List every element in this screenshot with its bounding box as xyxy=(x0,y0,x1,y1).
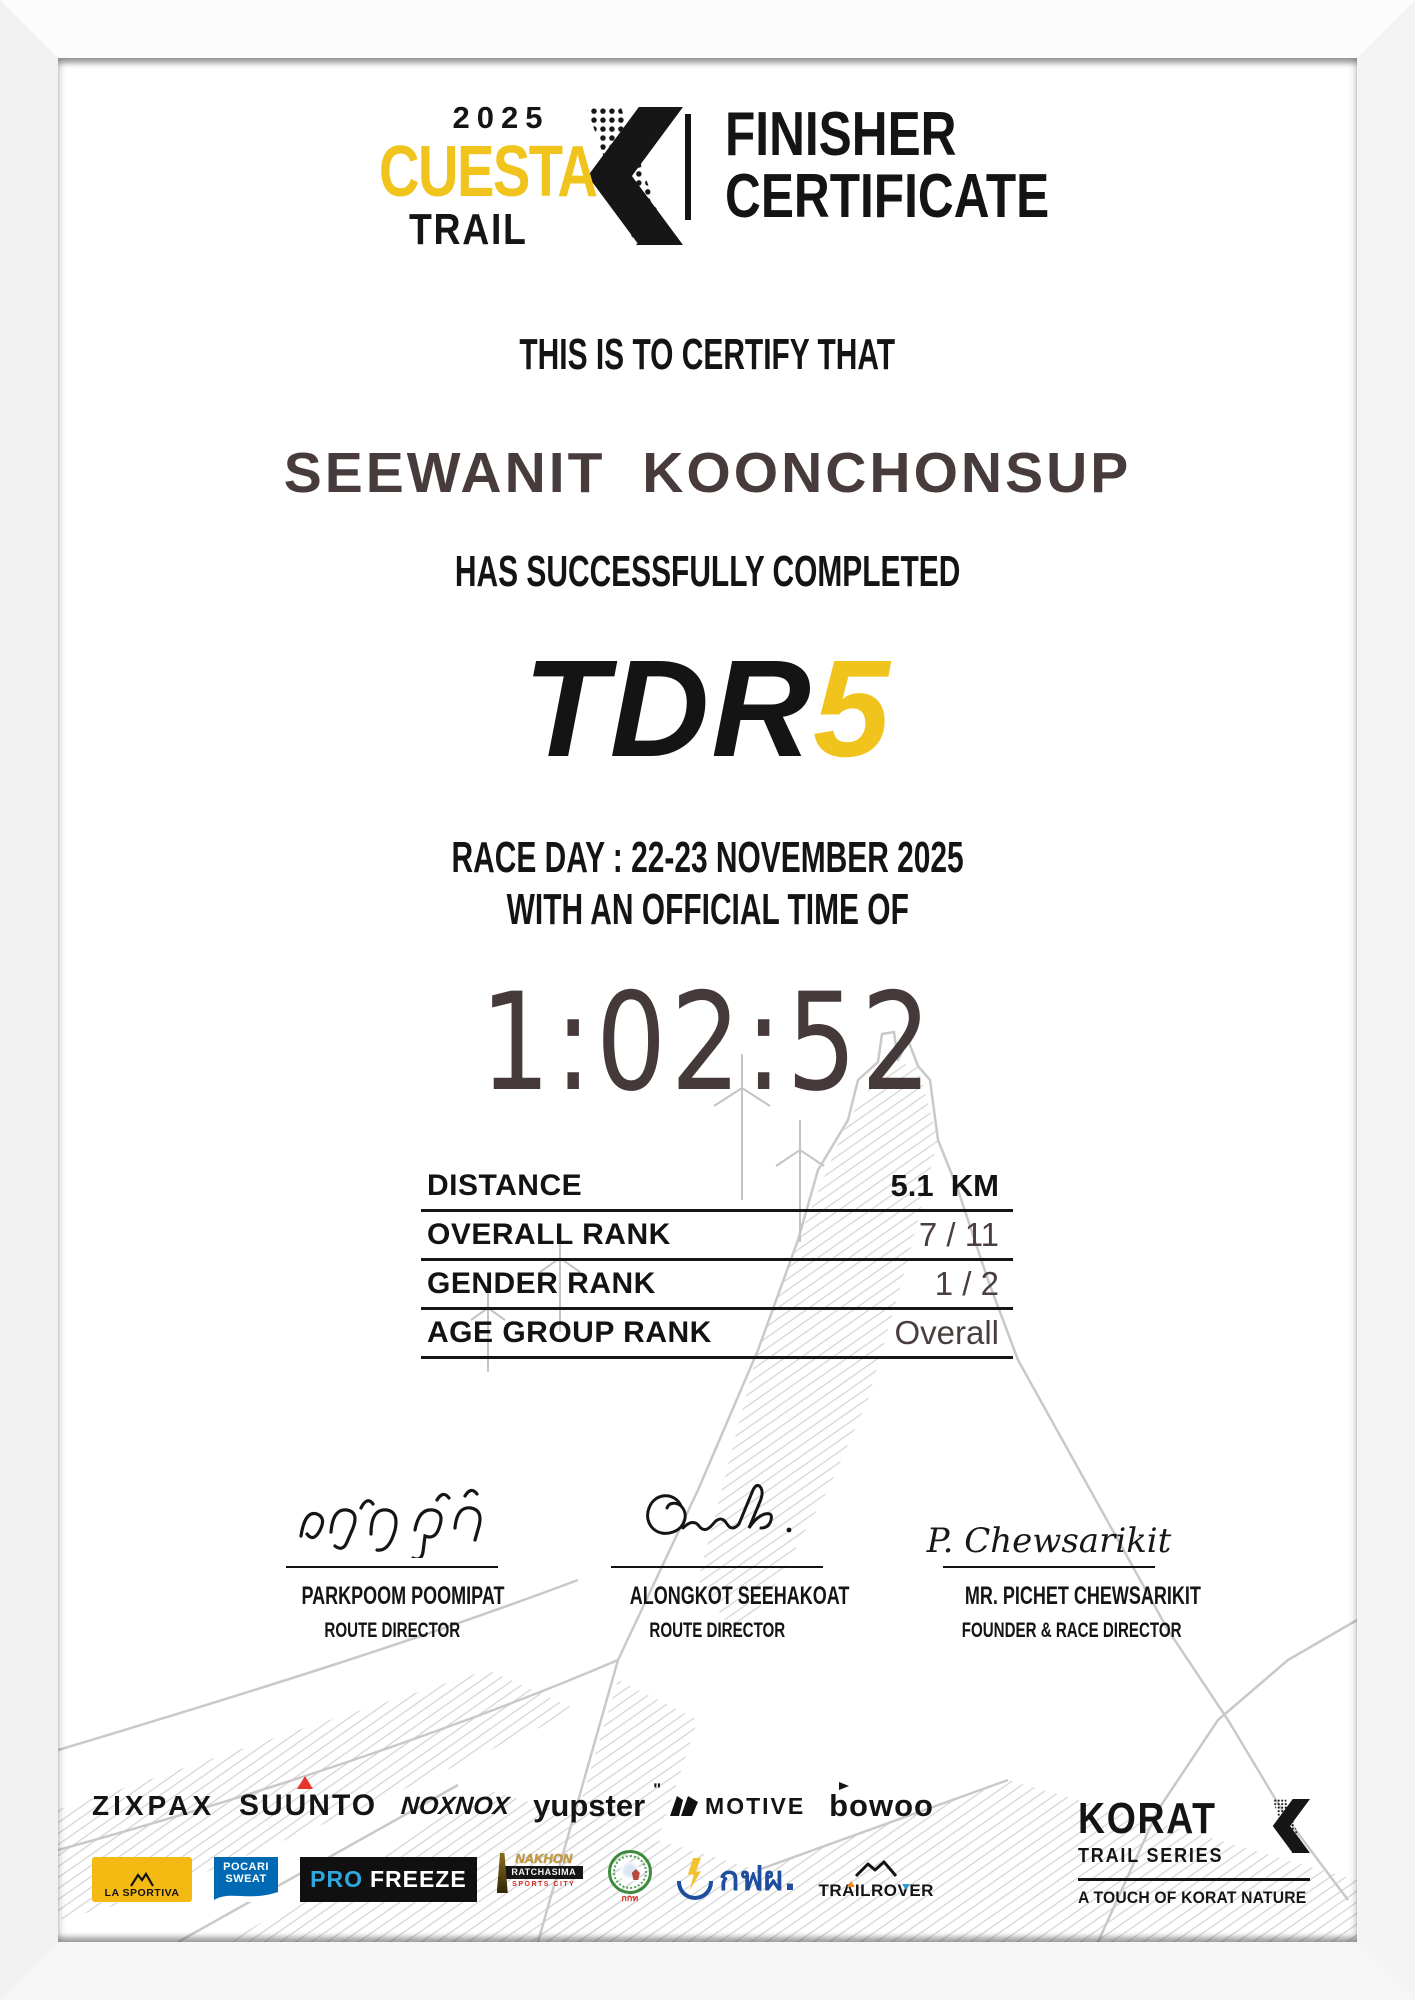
korat-trail-series-logo xyxy=(1078,1794,1310,1908)
sponsor-suunto: SUUNTO xyxy=(239,1789,377,1823)
bowoo-flag-icon xyxy=(839,1782,849,1790)
sponsor-egat: กฟผ. xyxy=(677,1858,797,1900)
sponsor-row-1 xyxy=(92,1780,934,1832)
signature-line xyxy=(611,1566,823,1568)
egat-emblem-icon xyxy=(677,1858,713,1900)
cuesta-trail-logo xyxy=(345,102,645,254)
row-label: OVERALL RANK xyxy=(427,1218,671,1251)
seal-core xyxy=(620,1862,640,1882)
signatory-title: ROUTE DIRECTOR xyxy=(324,1618,460,1642)
row-value: 1 / 2 xyxy=(934,1265,999,1302)
logo-year: 2025 xyxy=(452,100,550,135)
race-name xyxy=(0,632,1415,786)
table-row-distance xyxy=(421,1163,1013,1212)
signatory-name: ALONGKOT SEEHAKOAT xyxy=(629,1582,850,1610)
korat-x-icon xyxy=(1256,1795,1310,1857)
race-code: TDR xyxy=(523,632,813,786)
signature-line xyxy=(943,1566,1155,1568)
official-time-label: WITH AN OFFICIAL TIME OF xyxy=(506,885,909,934)
korat-series: TRAIL SERIES xyxy=(1078,1845,1224,1867)
signatory-name: MR. PICHET CHEWSARIKIT xyxy=(964,1582,1201,1610)
header-divider xyxy=(685,114,691,220)
sponsor-nakhon-ratchasima: NAKHON RATCHASIMA SPORTS CITY xyxy=(499,1852,583,1906)
signature-scribble-2 xyxy=(587,1462,847,1562)
completed-label: HAS SUCCESSFULLY COMPLETED xyxy=(454,547,961,596)
signature-block-2 xyxy=(587,1462,850,1644)
sponsor-trailrover: TRAILROVER xyxy=(818,1860,934,1899)
sponsor-yupster: yupster ʺ xyxy=(533,1780,662,1823)
table-row-gender-rank xyxy=(421,1261,1013,1310)
sponsor-pro-freeze: PRO FREEZE xyxy=(300,1857,477,1902)
title-line-1: FINISHER xyxy=(724,100,956,169)
signature-script: P. Chewsarikit xyxy=(926,1521,1172,1561)
race-day: RACE DAY : 22-23 NOVEMBER 2025 xyxy=(451,833,964,882)
title-line-2: CERTIFICATE xyxy=(724,162,1049,231)
sponsor-noxnox: NOXNOX xyxy=(399,1791,511,1820)
signature-block-1 xyxy=(262,1462,522,1644)
wreath-seal-icon xyxy=(608,1850,652,1894)
table-row-overall-rank xyxy=(421,1212,1013,1261)
row-label: GENDER RANK xyxy=(427,1267,656,1300)
row-value: 5.1 KM xyxy=(890,1168,999,1203)
row-label: DISTANCE xyxy=(427,1169,583,1202)
official-time: 1:02:52 xyxy=(479,964,936,1121)
signature-scribble-1 xyxy=(262,1462,522,1562)
suunto-triangle-icon xyxy=(297,1776,313,1789)
results-table xyxy=(421,1163,1013,1359)
signature-line xyxy=(286,1566,498,1568)
sponsor-bowoo: bowoo xyxy=(829,1788,934,1824)
logo-brand-sub: TRAIL xyxy=(408,205,528,254)
table-row-age-group-rank xyxy=(421,1310,1013,1359)
signatory-name: PARKPOOM POOMIPAT xyxy=(301,1582,505,1610)
motive-chevrons-icon xyxy=(669,1795,699,1817)
trailrover-mountains-icon xyxy=(853,1860,899,1877)
row-value: 7 / 11 xyxy=(918,1216,999,1253)
sponsor-zixpax: ZIXPAX xyxy=(92,1790,216,1821)
sponsor-motive: MOTIVE xyxy=(669,1793,805,1820)
signatory-title: FOUNDER & RACE DIRECTOR xyxy=(961,1618,1182,1642)
certificate-title xyxy=(724,100,1071,231)
pocari-wave-icon xyxy=(214,1889,278,1902)
race-number: 5 xyxy=(812,632,892,786)
row-label: AGE GROUP RANK xyxy=(427,1316,712,1349)
sportiva-mountain-icon xyxy=(129,1871,155,1887)
trailrover-orange-triangle-icon xyxy=(847,1881,855,1887)
sponsor-pocari-sweat: POCARI SWEAT xyxy=(214,1857,278,1902)
korat-logo-top xyxy=(1078,1794,1310,1843)
yupster-mark-icon: ʺ xyxy=(653,1780,662,1799)
certificate-header xyxy=(0,102,1415,254)
sponsor-la-sportiva: LA SPORTIVA xyxy=(92,1857,192,1902)
egat-arc-icon xyxy=(677,1881,713,1900)
trailrover-blue-triangle-icon xyxy=(902,1884,910,1890)
signatory-title: ROUTE DIRECTOR xyxy=(649,1618,785,1642)
korat-name: KORAT xyxy=(1078,1794,1217,1843)
korat-tagline: A TOUCH OF KORAT NATURE xyxy=(1078,1889,1307,1907)
runner-name: SEEWANIT KOONCHONSUP xyxy=(283,441,1132,505)
signature-block-3 xyxy=(919,1462,1201,1644)
logo-brand-name: CUESTA xyxy=(378,132,596,212)
sponsor-row-2 xyxy=(92,1850,934,1908)
sponsor-sat-seal: กกท xyxy=(605,1850,655,1908)
row-value: Overall xyxy=(894,1314,999,1351)
certify-intro: THIS IS TO CERTIFY THAT xyxy=(519,330,896,379)
